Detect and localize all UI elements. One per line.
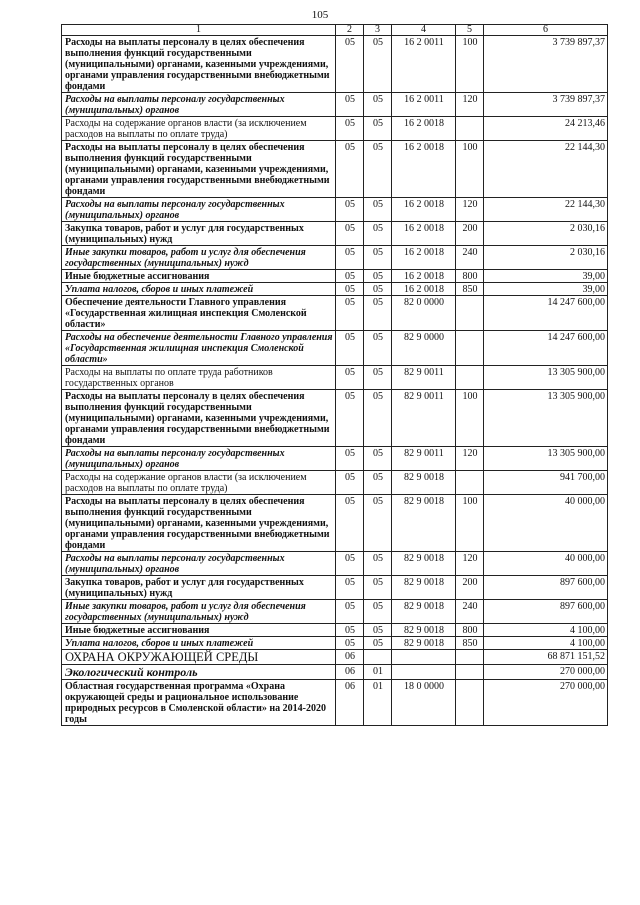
expense-type-code: 120: [456, 93, 484, 117]
section-code: 05: [336, 447, 364, 471]
target-article-code: 82 9 0018: [392, 495, 456, 552]
section-code: 05: [336, 471, 364, 495]
target-article-code: 82 9 0018: [392, 471, 456, 495]
table-row: [62, 222, 608, 246]
section-code: 05: [336, 141, 364, 198]
amount: 22 144,30: [484, 141, 608, 198]
subsection-code: 05: [364, 552, 392, 576]
section-code: 05: [336, 390, 364, 447]
subsection-code: 05: [364, 471, 392, 495]
expense-type-code: 240: [456, 600, 484, 624]
amount: 941 700,00: [484, 471, 608, 495]
budget-table: [61, 24, 608, 726]
target-article-code: 16 2 0018: [392, 141, 456, 198]
row-name: Расходы на выплаты персоналу в целях обеспечения выполнения функций государственными (муниципальными) органами, казенными учреждениями, органами управления государственными внебюджетными фондами: [62, 141, 336, 198]
expense-type-code: [456, 680, 484, 726]
table-row: [62, 296, 608, 331]
amount: 4 100,00: [484, 624, 608, 637]
row-name: Расходы на выплаты персоналу в целях обеспечения выполнения функций государственными (муниципальными) органами, казенными учреждениями, органами управления государственными внебюджетными фондами: [62, 390, 336, 447]
expense-type-code: 240: [456, 246, 484, 270]
target-article-code: 82 9 0018: [392, 624, 456, 637]
section-code: 05: [336, 331, 364, 366]
row-name: Иные закупки товаров, работ и услуг для обеспечения государственных (муниципальных) нужд: [62, 600, 336, 624]
target-article-code: 16 2 0018: [392, 246, 456, 270]
section-code: 05: [336, 576, 364, 600]
row-name: ОХРАНА ОКРУЖАЮЩЕЙ СРЕДЫ: [62, 650, 336, 665]
amount: 68 871 151,52: [484, 650, 608, 665]
table-row: [62, 117, 608, 141]
section-code: 05: [336, 246, 364, 270]
table-row: [62, 600, 608, 624]
expense-type-code: 100: [456, 495, 484, 552]
table-row: [62, 283, 608, 296]
target-article-code: 18 0 0000: [392, 680, 456, 726]
row-name: Обеспечение деятельности Главного управления «Государственная жилищная инспекция Смоленской области»: [62, 296, 336, 331]
row-name: Расходы на выплаты персоналу государственных (муниципальных) органов: [62, 93, 336, 117]
amount: 3 739 897,37: [484, 93, 608, 117]
amount: 897 600,00: [484, 576, 608, 600]
amount: 24 213,46: [484, 117, 608, 141]
expense-type-code: [456, 366, 484, 390]
table-row: [62, 93, 608, 117]
column-header: 6: [484, 25, 608, 36]
amount: 270 000,00: [484, 680, 608, 726]
subsection-code: 05: [364, 624, 392, 637]
subsection-code: 05: [364, 576, 392, 600]
expense-type-code: 800: [456, 624, 484, 637]
row-name: Иные бюджетные ассигнования: [62, 270, 336, 283]
section-code: 05: [336, 198, 364, 222]
table-row: [62, 246, 608, 270]
expense-type-code: 100: [456, 390, 484, 447]
subsection-code: 05: [364, 296, 392, 331]
row-name: Расходы на выплаты персоналу государственных (муниципальных) органов: [62, 447, 336, 471]
amount: 14 247 600,00: [484, 331, 608, 366]
section-code: 05: [336, 296, 364, 331]
amount: 22 144,30: [484, 198, 608, 222]
row-name: Иные закупки товаров, работ и услуг для обеспечения государственных (муниципальных) нужд: [62, 246, 336, 270]
target-article-code: 16 2 0018: [392, 117, 456, 141]
subsection-code: 05: [364, 283, 392, 296]
row-name: Расходы на выплаты персоналу государственных (муниципальных) органов: [62, 198, 336, 222]
amount: 39,00: [484, 283, 608, 296]
subsection-code: 05: [364, 366, 392, 390]
expense-type-code: [456, 650, 484, 665]
table-row: [62, 390, 608, 447]
amount: 897 600,00: [484, 600, 608, 624]
amount: 40 000,00: [484, 552, 608, 576]
section-code: 05: [336, 600, 364, 624]
section-code: 06: [336, 680, 364, 726]
row-name: Областная государственная программа «Охрана окружающей среды и рациональное использование природных ресурсов в Смоленской области» на 2014-2020 годы: [62, 680, 336, 726]
column-header: 5: [456, 25, 484, 36]
target-article-code: 82 9 0018: [392, 600, 456, 624]
target-article-code: 82 9 0018: [392, 552, 456, 576]
table-row: [62, 650, 608, 665]
table-row: [62, 665, 608, 680]
expense-type-code: 200: [456, 576, 484, 600]
section-code: 05: [336, 552, 364, 576]
row-name: Расходы на выплаты по оплате труда работников государственных органов: [62, 366, 336, 390]
row-name: Расходы на выплаты персоналу в целях обеспечения выполнения функций государственными (муниципальными) органами, казенными учреждениями, органами управления государственными внебюджетными фондами: [62, 36, 336, 93]
subsection-code: 05: [364, 198, 392, 222]
section-code: 05: [336, 93, 364, 117]
section-code: 05: [336, 283, 364, 296]
section-code: 05: [336, 36, 364, 93]
section-code: 05: [336, 495, 364, 552]
page-number: 105: [311, 9, 329, 21]
subsection-code: 05: [364, 117, 392, 141]
expense-type-code: [456, 117, 484, 141]
subsection-code: 05: [364, 495, 392, 552]
target-article-code: 16 2 0018: [392, 222, 456, 246]
target-article-code: 16 2 0018: [392, 283, 456, 296]
subsection-code: 01: [364, 665, 392, 680]
amount: 13 305 900,00: [484, 366, 608, 390]
subsection-code: 05: [364, 270, 392, 283]
column-header: 1: [62, 25, 336, 36]
row-name: Расходы на обеспечение деятельности Главного управления «Государственная жилищная инспекция Смоленской области»: [62, 331, 336, 366]
column-header: 4: [392, 25, 456, 36]
table-row: [62, 637, 608, 650]
row-name: Расходы на содержание органов власти (за исключением расходов на выплаты по оплате труда): [62, 117, 336, 141]
section-code: 05: [336, 117, 364, 141]
target-article-code: 16 2 0018: [392, 198, 456, 222]
table-row: [62, 680, 608, 726]
column-header: 3: [364, 25, 392, 36]
target-article-code: 82 0 0000: [392, 296, 456, 331]
row-name: Иные бюджетные ассигнования: [62, 624, 336, 637]
section-code: 05: [336, 637, 364, 650]
expense-type-code: 800: [456, 270, 484, 283]
amount: 13 305 900,00: [484, 447, 608, 471]
table-row: [62, 366, 608, 390]
subsection-code: 05: [364, 36, 392, 93]
row-name: Уплата налогов, сборов и иных платежей: [62, 637, 336, 650]
target-article-code: 82 9 0011: [392, 366, 456, 390]
target-article-code: 82 9 0018: [392, 637, 456, 650]
header-row: [62, 25, 608, 36]
subsection-code: [364, 650, 392, 665]
target-article-code: 82 9 0000: [392, 331, 456, 366]
section-code: 05: [336, 366, 364, 390]
section-code: 06: [336, 650, 364, 665]
expense-type-code: [456, 331, 484, 366]
table-row: [62, 552, 608, 576]
amount: 3 739 897,37: [484, 36, 608, 93]
subsection-code: 05: [364, 600, 392, 624]
table-row: [62, 624, 608, 637]
amount: 13 305 900,00: [484, 390, 608, 447]
expense-type-code: 120: [456, 198, 484, 222]
amount: 4 100,00: [484, 637, 608, 650]
subsection-code: 01: [364, 680, 392, 726]
table-row: [62, 141, 608, 198]
expense-type-code: 850: [456, 637, 484, 650]
section-code: 05: [336, 222, 364, 246]
target-article-code: 16 2 0011: [392, 93, 456, 117]
target-article-code: 16 2 0018: [392, 270, 456, 283]
target-article-code: 82 9 0011: [392, 447, 456, 471]
subsection-code: 05: [364, 246, 392, 270]
table-row: [62, 36, 608, 93]
expense-type-code: 200: [456, 222, 484, 246]
expense-type-code: 100: [456, 141, 484, 198]
row-name: Расходы на содержание органов власти (за исключением расходов на выплаты по оплате труда): [62, 471, 336, 495]
row-name: Закупка товаров, работ и услуг для государственных (муниципальных) нужд: [62, 222, 336, 246]
table-row: [62, 447, 608, 471]
subsection-code: 05: [364, 637, 392, 650]
target-article-code: [392, 665, 456, 680]
target-article-code: 82 9 0011: [392, 390, 456, 447]
amount: 39,00: [484, 270, 608, 283]
row-name: Расходы на выплаты персоналу государственных (муниципальных) органов: [62, 552, 336, 576]
target-article-code: 16 2 0011: [392, 36, 456, 93]
amount: 270 000,00: [484, 665, 608, 680]
row-name: Закупка товаров, работ и услуг для государственных (муниципальных) нужд: [62, 576, 336, 600]
subsection-code: 05: [364, 141, 392, 198]
subsection-code: 05: [364, 447, 392, 471]
amount: 2 030,16: [484, 222, 608, 246]
subsection-code: 05: [364, 331, 392, 366]
target-article-code: 82 9 0018: [392, 576, 456, 600]
table-row: [62, 331, 608, 366]
amount: 2 030,16: [484, 246, 608, 270]
expense-type-code: [456, 471, 484, 495]
section-code: 06: [336, 665, 364, 680]
section-code: 05: [336, 624, 364, 637]
expense-type-code: 850: [456, 283, 484, 296]
expense-type-code: 100: [456, 36, 484, 93]
amount: 14 247 600,00: [484, 296, 608, 331]
subsection-code: 05: [364, 390, 392, 447]
subsection-code: 05: [364, 93, 392, 117]
section-code: 05: [336, 270, 364, 283]
expense-type-code: [456, 296, 484, 331]
table-row: [62, 198, 608, 222]
expense-type-code: 120: [456, 447, 484, 471]
subsection-code: 05: [364, 222, 392, 246]
expense-type-code: [456, 665, 484, 680]
expense-type-code: 120: [456, 552, 484, 576]
table-row: [62, 270, 608, 283]
table-row: [62, 495, 608, 552]
row-name: Расходы на выплаты персоналу в целях обеспечения выполнения функций государственными (муниципальными) органами, казенными учреждениями, органами управления государственными внебюджетными фондами: [62, 495, 336, 552]
row-name: Экологический контроль: [62, 665, 336, 680]
target-article-code: [392, 650, 456, 665]
row-name: Уплата налогов, сборов и иных платежей: [62, 283, 336, 296]
table-row: [62, 576, 608, 600]
table-row: [62, 471, 608, 495]
column-header: 2: [336, 25, 364, 36]
amount: 40 000,00: [484, 495, 608, 552]
